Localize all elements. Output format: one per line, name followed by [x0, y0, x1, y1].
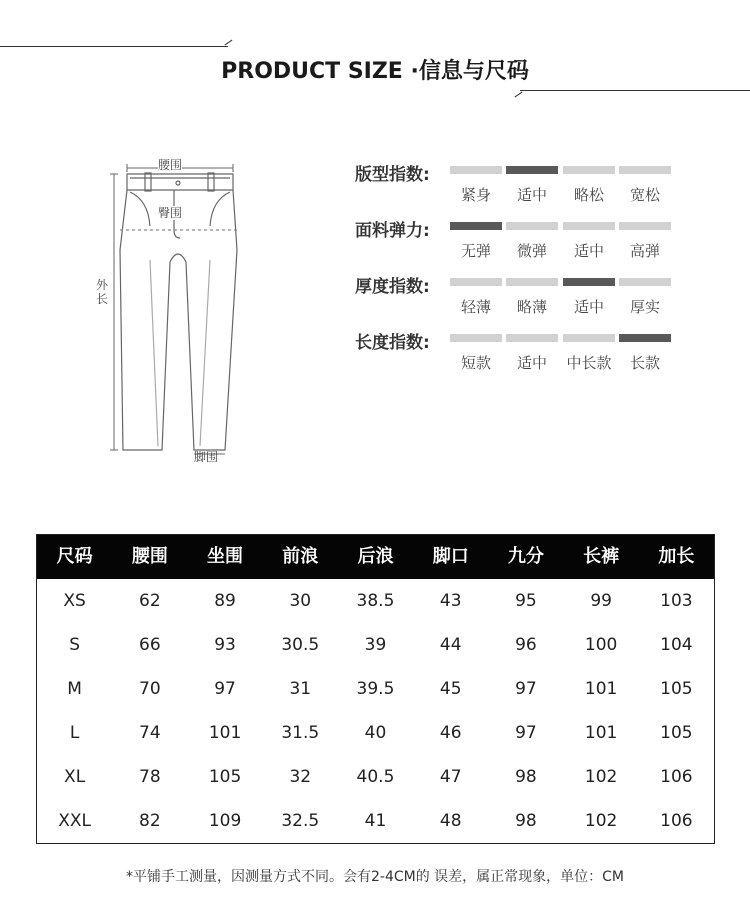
table-cell: 40	[364, 723, 387, 743]
index-bar	[563, 222, 615, 230]
table-header-cell: 尺码	[56, 546, 93, 567]
header-left-line	[0, 46, 228, 47]
header-right-line	[520, 90, 750, 91]
table-row	[37, 667, 714, 711]
table-row	[37, 755, 714, 799]
table-cell: 82	[139, 811, 161, 831]
table-cell: 31	[289, 679, 312, 699]
table-row	[37, 711, 714, 755]
table-cell: 104	[660, 635, 693, 655]
table-header-cell: 脚口	[432, 546, 469, 567]
table-cell: 101	[584, 723, 618, 743]
table-row	[37, 579, 714, 623]
table-body	[37, 579, 714, 843]
table-cell: 46	[439, 723, 462, 743]
index-option: 适中	[573, 242, 604, 260]
table-cell: S	[69, 635, 80, 655]
index-bar-selected	[563, 278, 615, 286]
table-cell: 62	[139, 591, 161, 611]
table-row	[37, 623, 714, 667]
table-cell: 70	[139, 679, 161, 699]
index-bar	[506, 222, 558, 230]
index-bar	[506, 334, 558, 342]
index-option: 宽松	[629, 186, 660, 204]
table-cell: 109	[208, 811, 242, 831]
index-option: 微弹	[516, 242, 547, 260]
index-option: 厚实	[629, 298, 660, 316]
table-cell: XL	[64, 767, 86, 787]
table-cell: 96	[515, 635, 537, 655]
index-bar-selected	[506, 166, 558, 174]
table-header-cell: 加长	[658, 546, 695, 567]
index-option: 略松	[573, 186, 604, 204]
table-cell: 106	[660, 811, 693, 831]
table-cell: 66	[139, 635, 161, 655]
table-cell: 30.5	[281, 635, 320, 655]
table-cell: 97	[515, 723, 537, 743]
table-cell: XXL	[58, 811, 91, 831]
table-header-cell: 后浪	[357, 546, 394, 567]
size-table	[36, 534, 715, 844]
table-header-cell: 长裤	[583, 546, 620, 567]
index-option: 紧身	[460, 186, 491, 204]
table-cell: 99	[590, 591, 612, 611]
table-cell: 43	[439, 591, 462, 611]
hem-label: 脚围	[194, 450, 219, 464]
table-cell: 97	[515, 679, 537, 699]
pants-outline-icon	[90, 150, 250, 470]
index-bar	[450, 278, 502, 286]
index-bar-selected	[619, 334, 671, 342]
table-cell: 102	[584, 767, 618, 787]
waist-label: 腰围	[158, 158, 183, 172]
hip-label: 臀围	[158, 206, 183, 220]
index-bar	[450, 166, 502, 174]
table-cell: 32.5	[281, 811, 320, 831]
index-option: 中长款	[566, 354, 612, 372]
table-cell: 106	[660, 767, 693, 787]
table-cell: 39	[364, 635, 387, 655]
index-bar	[563, 334, 615, 342]
table-cell: 74	[139, 723, 161, 743]
table-header-cell: 前浪	[282, 546, 319, 567]
index-bar	[506, 278, 558, 286]
index-label: 厚度指数:	[355, 277, 430, 297]
table-cell: 78	[139, 767, 161, 787]
table-cell: 40.5	[356, 767, 395, 787]
index-option: 适中	[516, 186, 547, 204]
table-cell: 95	[515, 591, 537, 611]
table-cell: 105	[660, 679, 693, 699]
table-cell: 45	[439, 679, 462, 699]
table-row	[37, 799, 714, 843]
index-label: 版型指数:	[355, 165, 430, 185]
page-title: PRODUCT SIZE ·信息与尺码	[221, 59, 529, 84]
table-cell: 98	[515, 767, 537, 787]
index-option: 适中	[516, 354, 547, 372]
table-cell: 102	[584, 811, 618, 831]
index-option: 长款	[629, 354, 660, 372]
table-cell: L	[69, 723, 80, 743]
index-label: 面料弹力:	[355, 221, 430, 241]
table-cell: 103	[660, 591, 693, 611]
table-cell: 97	[214, 679, 236, 699]
header-right-line-tick	[515, 92, 523, 98]
table-cell: 30	[289, 591, 312, 611]
index-option: 无弹	[460, 242, 491, 260]
table-cell: 39.5	[356, 679, 395, 699]
index-label: 长度指数:	[355, 333, 430, 353]
index-option: 略薄	[516, 298, 547, 316]
header-left-line-tick	[225, 40, 233, 46]
index-option: 高弹	[629, 242, 660, 260]
table-cell: 44	[439, 635, 462, 655]
table-cell: 105	[208, 767, 242, 787]
table-cell: 98	[515, 811, 537, 831]
index-bar	[450, 334, 502, 342]
table-cell: 32	[289, 767, 312, 787]
table-cell: 47	[439, 767, 462, 787]
table-cell: XS	[63, 591, 86, 611]
table-cell: 89	[214, 591, 236, 611]
table-cell: M	[67, 679, 82, 699]
table-cell: 93	[214, 635, 236, 655]
table-cell: 100	[584, 635, 618, 655]
table-cell: 101	[584, 679, 618, 699]
table-cell: 101	[208, 723, 242, 743]
table-cell: 105	[660, 723, 693, 743]
index-option: 短款	[460, 354, 491, 372]
table-header-cell: 坐围	[207, 546, 244, 567]
pants-diagram	[90, 150, 250, 470]
index-bar	[563, 166, 615, 174]
table-cell: 41	[364, 811, 387, 831]
footnote: *平铺手工测量，因测量方式不同。会有2-4CM的 误差，属正常现象，单位：CM	[125, 869, 625, 885]
index-bar-selected	[450, 222, 502, 230]
index-bar	[619, 222, 671, 230]
index-option: 轻薄	[460, 298, 491, 316]
table-header-cell: 九分	[507, 546, 544, 567]
index-bar	[619, 278, 671, 286]
table-header-cell: 腰围	[131, 546, 168, 567]
table-cell: 31.5	[281, 723, 320, 743]
outseam-label: 外长	[95, 278, 108, 306]
index-option: 适中	[573, 298, 604, 316]
table-cell: 38.5	[356, 591, 395, 611]
table-cell: 48	[439, 811, 462, 831]
table-header	[37, 535, 714, 579]
index-bar	[619, 166, 671, 174]
